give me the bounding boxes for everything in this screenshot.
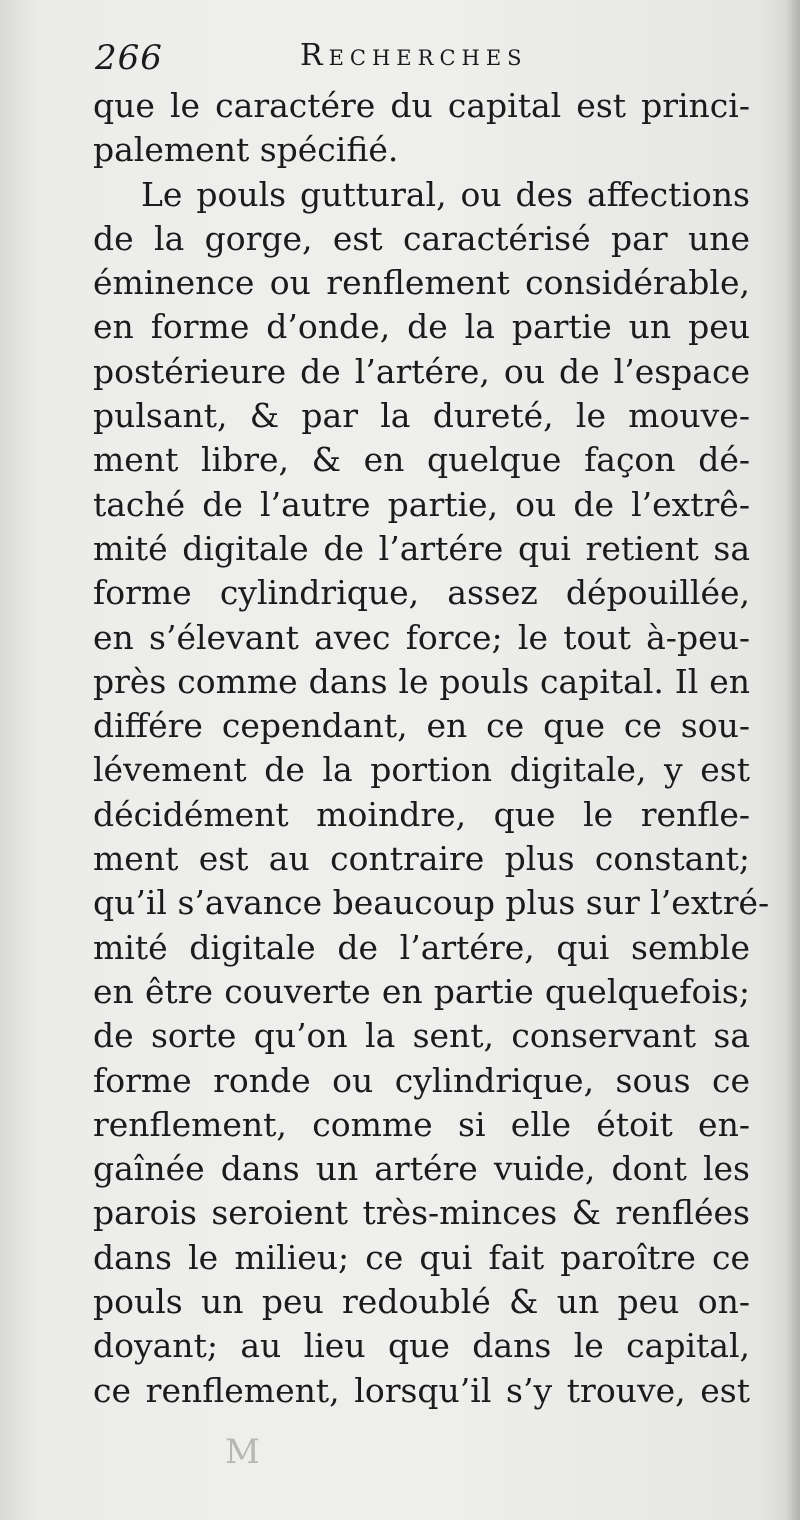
- text-line: mité digitale de l’artére qui retient sa: [93, 528, 750, 568]
- text-line: en être couverte en partie quelquefois;: [93, 971, 750, 1011]
- page-edge-shadow: [786, 0, 800, 1520]
- text-line: parois seroient très-minces & renflées: [93, 1193, 750, 1233]
- text-line: renflement, comme si elle étoit en-: [93, 1104, 750, 1144]
- text-line: de la gorge, est caractérisé par une: [93, 218, 750, 258]
- catchword: M: [225, 1432, 260, 1472]
- body-text: [93, 84, 770, 1413]
- text-line: en s’élevant avec force; le tout à-peu-: [93, 617, 750, 657]
- text-line: gaînée dans un artére vuide, dont les: [93, 1149, 750, 1189]
- text-line: près comme dans le pouls capital. Il en: [93, 661, 750, 701]
- text-line: ce renflement, lorsqu’il s’y trouve, est: [93, 1370, 750, 1410]
- text-line: postérieure de l’artére, ou de l’espace: [93, 351, 750, 391]
- text-line: forme ronde ou cylindrique, sous ce: [93, 1060, 750, 1100]
- text-line: taché de l’autre partie, ou de l’extrê-: [93, 484, 750, 524]
- text-line: mité digitale de l’artére, qui semble: [93, 927, 750, 967]
- text-line: pouls un peu redoublé & un peu on-: [93, 1282, 750, 1322]
- text-line: que le caractére du capital est princi-: [93, 86, 750, 125]
- text-line: dans le milieu; ce qui fait paroître ce: [93, 1237, 750, 1277]
- text-line: en forme d’onde, de la partie un peu: [93, 307, 750, 347]
- text-line: ment est au contraire plus constant;: [93, 839, 750, 879]
- text-line: de sorte qu’on la sent, conservant sa: [93, 1016, 750, 1056]
- page-number: 266: [95, 38, 163, 78]
- text-line: forme cylindrique, assez dépouillée,: [93, 573, 750, 613]
- running-title: Recherches: [300, 38, 528, 73]
- text-line: pulsant, & par la dureté, le mouve-: [93, 396, 750, 436]
- text-line: différe cependant, en ce que ce sou-: [93, 706, 750, 746]
- text-line: lévement de la portion digitale, y est: [93, 750, 750, 790]
- text-line: éminence ou renflement considérable,: [93, 263, 750, 303]
- running-head: [95, 30, 750, 90]
- text-line: doyant; au lieu que dans le capital,: [93, 1326, 750, 1366]
- text-line: palement spécifié.: [93, 130, 399, 170]
- text-line: ment libre, & en quelque façon dé-: [93, 440, 750, 480]
- text-line: Le pouls guttural, ou des affections: [141, 174, 750, 214]
- text-line: qu’il s’avance beaucoup plus sur l’extré-: [93, 883, 770, 923]
- text-line: décidément moindre, que le renfle-: [93, 794, 750, 834]
